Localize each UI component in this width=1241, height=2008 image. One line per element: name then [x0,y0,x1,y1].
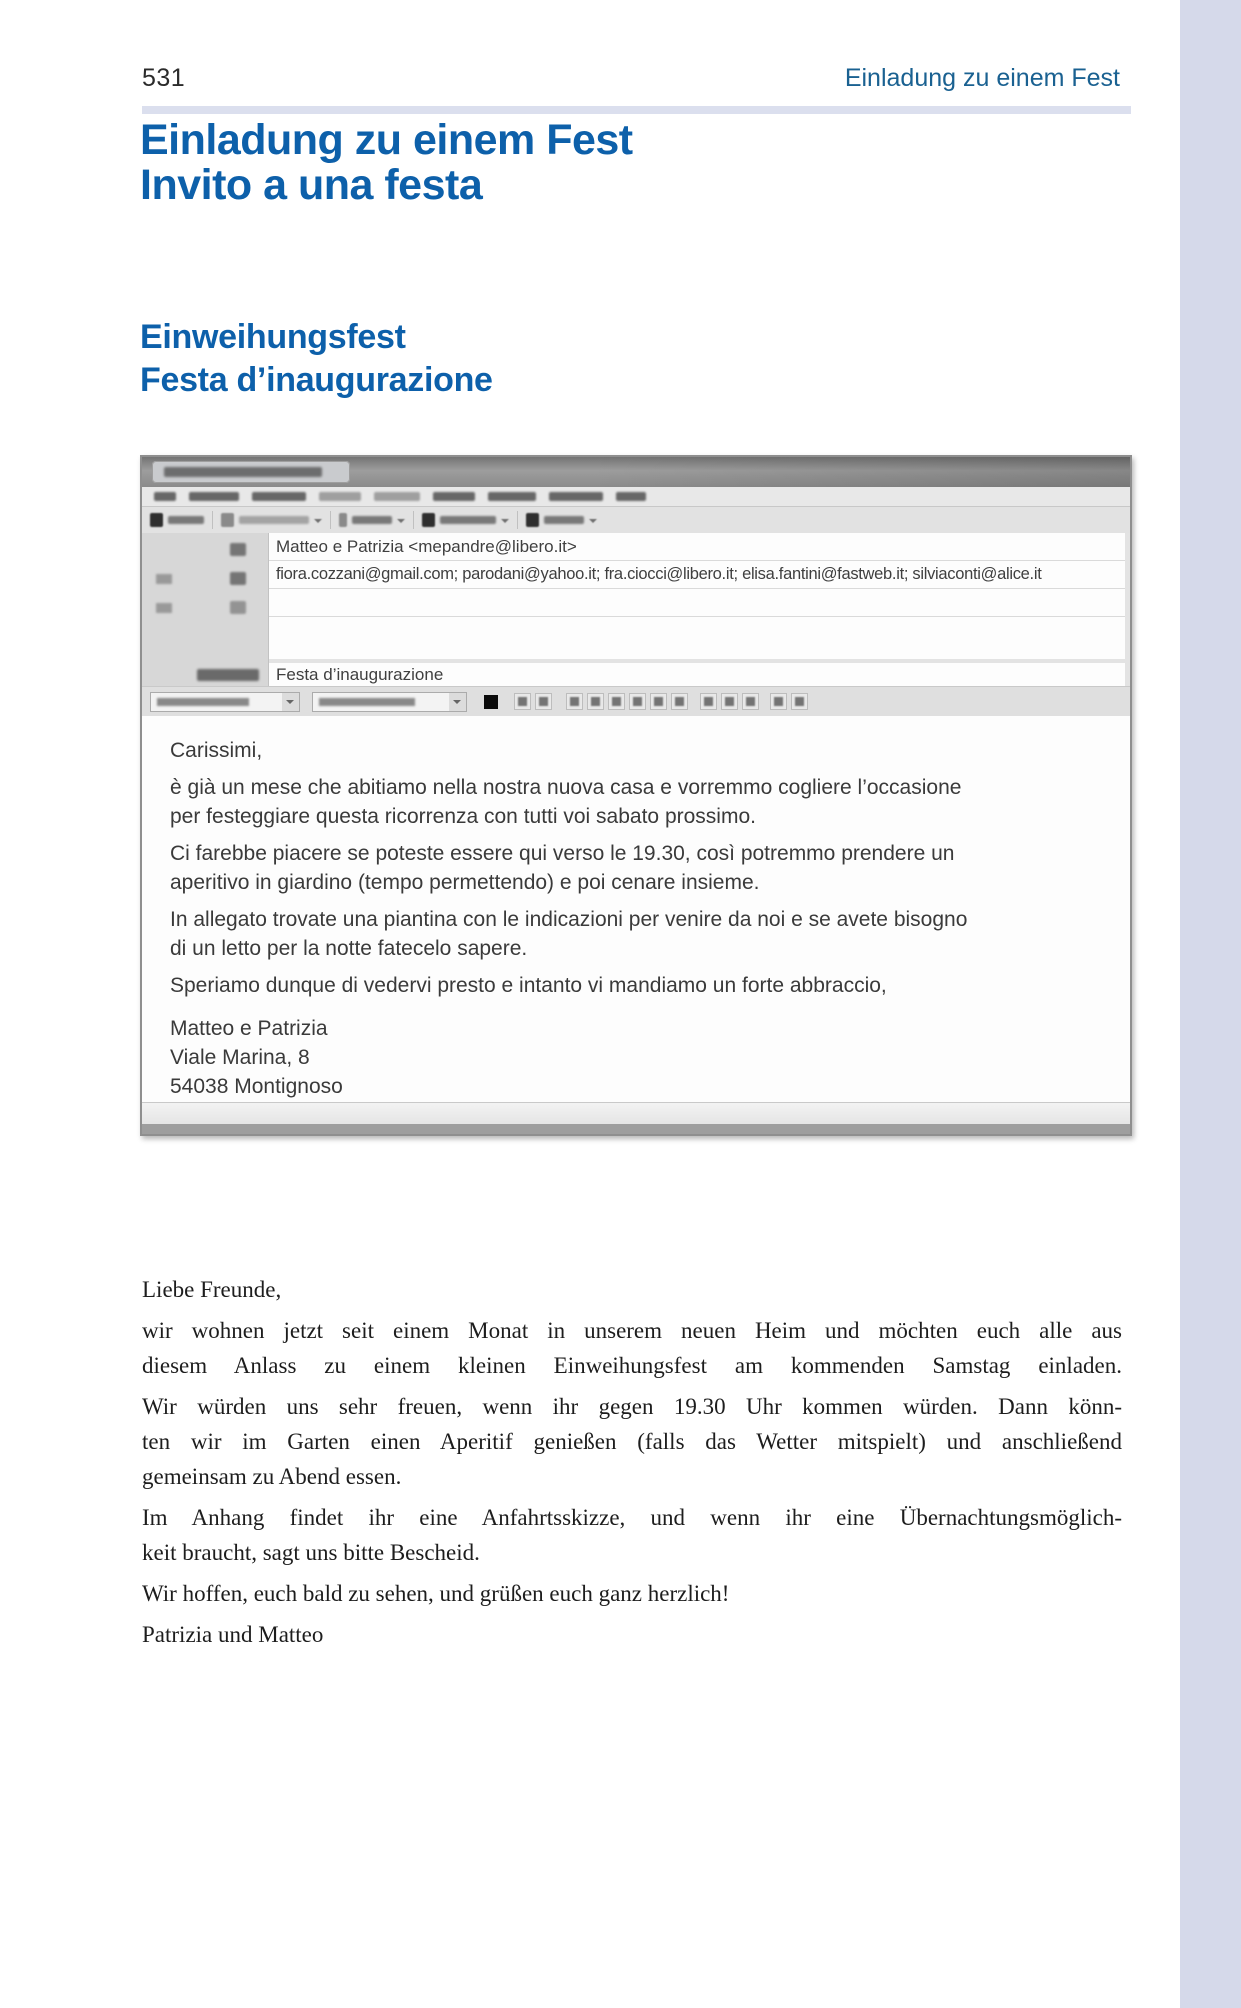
menu-item-blurred[interactable] [252,492,306,501]
toolbar-separator [413,511,414,529]
address-label-column [142,533,269,686]
menu-item-blurred[interactable] [154,492,176,501]
section-heading-it: Festa d’inaugurazione [140,361,493,399]
page-number: 531 [142,64,186,92]
attach-button[interactable] [339,513,405,527]
text-line: per festeggiare questa ricorrenza con tutti voi sabato prossimo. [170,805,756,828]
toolbar-label-blurred [168,516,204,524]
text-line: ten wir im Garten einen Aperitif genießen (falls das Wetter mitspielt) und anschließend [142,1429,1122,1454]
to-button-icon[interactable] [230,543,246,556]
text-line: aperitivo in giardino (tempo permettendo) e poi cenare insieme. [170,871,760,894]
format-button[interactable] [791,693,808,710]
font-family-dropdown[interactable] [150,692,300,712]
chevron-down-icon[interactable] [282,693,299,711]
font-name-blurred [157,698,249,706]
send-button[interactable] [150,513,204,527]
text-line: Speriamo dunque di vedervi presto e intanto vi mandiamo un forte abbraccio, [170,974,887,997]
text-line: Ci farebbe piacere se poteste essere qui verso le 19.30, così potremmo prendere un [170,842,955,865]
window-statusbar [142,1102,1130,1125]
toolbar-label-blurred [239,516,309,524]
toolbar-separator [212,511,213,529]
format-button[interactable] [770,693,787,710]
save-button[interactable] [526,513,597,527]
subject-label-blurred [197,669,259,681]
paragraph [170,1014,1120,1101]
to-field[interactable]: Matteo e Patrizia <mepandre@libero.it> [269,533,1125,561]
text-line: Im Anhang findet ihr eine Anfahrtsskizze, und wenn ihr eine Übernachtungsmöglich- [142,1505,1122,1530]
text-line: Patrizia und Matteo [142,1622,324,1647]
format-button[interactable] [742,693,759,710]
window-title-blurred [164,467,322,477]
email-screenshot [140,455,1132,1136]
chevron-down-icon[interactable] [449,693,466,711]
page-header [142,64,1120,93]
toolbar-icon [422,513,435,527]
translation-block [142,1272,1122,1658]
paragraph [170,905,1120,963]
text-line: Carissimi, [170,739,263,762]
paragraph [142,1313,1122,1383]
menu-item-blurred[interactable] [319,492,361,501]
paragraph [170,971,1120,1000]
menu-item-blurred[interactable] [189,492,239,501]
cc-field[interactable]: fiora.cozzani@gmail.com; parodani@yahoo.it; fra.ciocci@libero.it; elisa.fantini@fastweb.it; silviaconti@alice.it [269,561,1125,589]
text-line: Viale Marina, 8 [170,1046,310,1069]
toolbar-button[interactable] [221,513,322,527]
italic-button[interactable] [535,693,552,710]
bcc-label-blurred [156,603,172,613]
font-color-swatch[interactable] [484,695,498,709]
save-icon [526,513,539,527]
paragraph [170,839,1120,897]
toolbar-label-blurred [440,516,496,524]
toolbar-separator [517,511,518,529]
window-title-tab [152,461,350,483]
dropdown-arrow-icon [501,519,509,527]
format-button[interactable] [700,693,717,710]
format-button-group [770,693,812,710]
format-button[interactable] [587,693,604,710]
format-button[interactable] [671,693,688,710]
cc-label-blurred [156,574,172,584]
running-head: Einladung zu einem Fest [844,64,1120,92]
menu-item-blurred[interactable] [374,492,420,501]
paragraph [142,1389,1122,1494]
formatting-toolbar [142,686,1130,716]
toolbar [142,506,1130,533]
text-line: Wir hoffen, euch bald zu sehen, und grüßen euch ganz herzlich! [142,1581,730,1606]
send-icon [150,513,163,527]
toolbar-icon [221,513,234,527]
empty-address-field[interactable] [269,617,1125,659]
titlebar-shade [587,457,1130,487]
menu-item-blurred[interactable] [433,492,475,501]
page-title-de: Einladung zu einem Fest [140,116,633,164]
text-line: diesem Anlass zu einem kleinen Einweihungsfest am kommenden Samstag einladen. [142,1353,1122,1378]
window-titlebar [142,457,1130,487]
toolbar-button[interactable] [422,513,509,527]
window-bottom-edge [142,1124,1130,1134]
bold-button[interactable] [514,693,531,710]
page-title-it: Invito a una festa [140,161,483,209]
dropdown-arrow-icon [397,519,405,527]
menu-item-blurred[interactable] [488,492,536,501]
cc-button-icon[interactable] [230,572,246,585]
paragraph [142,1272,1122,1307]
text-line: Liebe Freunde, [142,1277,282,1302]
text-line: Matteo e Patrizia [170,1017,328,1040]
paragraph [142,1617,1122,1652]
email-body[interactable] [142,716,1130,1102]
font-size-dropdown[interactable] [312,692,467,712]
toolbar-label-blurred [352,516,392,524]
section-heading-de: Einweihungsfest [140,318,406,356]
menu-item-blurred[interactable] [616,492,646,501]
font-size-blurred [319,698,415,706]
menu-item-blurred[interactable] [549,492,603,501]
bcc-button-icon[interactable] [230,601,246,614]
paperclip-icon [339,513,347,527]
toolbar-separator [330,511,331,529]
format-button[interactable] [650,693,667,710]
text-line: keit braucht, sagt uns bitte Bescheid. [142,1540,480,1565]
format-button-group [566,693,692,710]
page-title [140,118,633,208]
text-line: 54038 Montignoso [170,1075,343,1098]
dropdown-arrow-icon [314,519,322,527]
paragraph [170,736,1120,765]
text-line: di un letto per la notte fatecelo sapere. [170,937,528,960]
format-button[interactable] [721,693,738,710]
format-button-group [514,693,556,710]
dropdown-arrow-icon [589,519,597,527]
text-line: gemeinsam zu Abend essen. [142,1464,402,1489]
text-line: è già un mese che abitiamo nella nostra nuova casa e vorremmo cogliere l’occasione [170,776,962,799]
paragraph [142,1500,1122,1570]
text-line: wir wohnen jetzt seit einem Monat in unserem neuen Heim und möchten euch alle aus [142,1318,1122,1343]
paragraph [170,773,1120,831]
menu-bar [142,487,1130,506]
format-button[interactable] [566,693,583,710]
bcc-field[interactable] [269,589,1125,617]
page-edge-bar [1180,0,1241,2008]
format-button[interactable] [629,693,646,710]
header-rule [142,106,1131,114]
text-line: In allegato trovate una piantina con le indicazioni per venire da noi e se avete bisogno [170,908,968,931]
toolbar-label-blurred [544,516,584,524]
format-button[interactable] [608,693,625,710]
text-line: Wir würden uns sehr freuen, wenn ihr gegen 19.30 Uhr kommen würden. Dann könn- [142,1394,1122,1419]
format-button-group [700,693,763,710]
subject-field[interactable]: Festa d’inaugurazione [269,663,1125,686]
section-heading [140,316,493,402]
paragraph [142,1576,1122,1611]
